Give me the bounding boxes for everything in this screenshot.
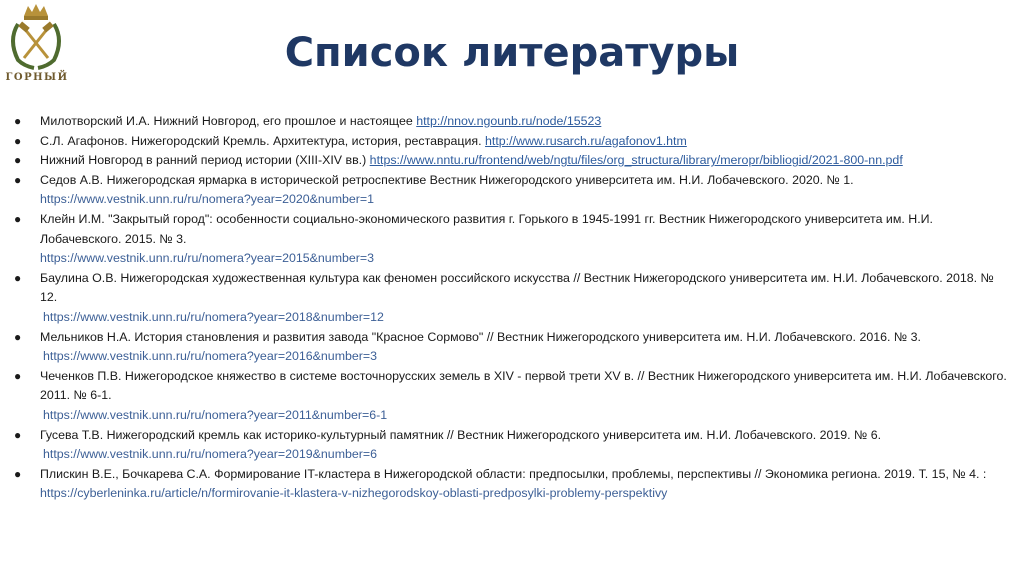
list-item	[14, 367, 1014, 426]
reference-url[interactable]: https://www.vestnik.unn.ru/ru/nomera?year=2019&number=6	[43, 447, 378, 462]
bullet-icon: ●	[14, 172, 22, 187]
bullet-icon: ●	[14, 270, 22, 285]
bullet-icon: ●	[14, 114, 22, 128]
reference-url[interactable]: https://cyberleninka.ru/article/n/formirovanie-it-klastera-v-nizhegorodskoy-oblasti-predposylki-problemy-perspektivy	[40, 486, 668, 501]
reference-text: Гусева Т.В. Нижегородский кремль как историко-культурный памятник // Вестник Нижегородского университета им. Н.И. Лобачевского. 2019. № 6.	[40, 427, 882, 442]
reference-text: Чеченков П.В. Нижегородское княжество в системе восточнорусских земель в XIV - первой трети XV в. // Вестник Нижегородского университета им. Н.И. Лобачевского. 2011. № 6-1.	[40, 368, 1007, 403]
reference-link[interactable]: https://www.nntu.ru/frontend/web/ngtu/files/org_structura/library/meropr/bibliogid/2021-800-nn.pdf	[369, 153, 903, 168]
logo-caption: ГОРНЫЙ	[5, 72, 69, 83]
reference-text: Клейн И.М. "Закрытый город": особенности социально-экономического развития г. Горького в 1945-1991 гг. Вестник Нижегородского университета им. Н.И. Лобачевского. 2015. № 3.	[40, 211, 933, 246]
reference-url[interactable]: https://www.vestnik.unn.ru/ru/nomera?year=2018&number=12	[43, 309, 384, 324]
bullet-icon: ●	[14, 211, 22, 226]
reference-list	[14, 112, 1014, 504]
reference-text: С.Л. Агафонов. Нижегородский Кремль. Архитектура, история, реставрация.	[40, 133, 486, 148]
list-item	[14, 171, 1014, 210]
page-title: Список литературы	[284, 30, 740, 76]
bullet-icon: ●	[14, 133, 22, 148]
reference-url[interactable]: https://www.vestnik.unn.ru/ru/nomera?year=2020&number=1	[40, 192, 375, 207]
list-item	[14, 132, 1014, 152]
list-item	[14, 112, 1014, 132]
reference-text: Баулина О.В. Нижегородская художественная культура как феномен российского искусства // Вестник Нижегородского университета им. Н.И. Лобачевского. 2018. № 12.	[40, 270, 994, 305]
list-item	[14, 151, 1014, 171]
list-item	[14, 465, 1014, 504]
reference-text: Плискин В.Е., Бочкарева С.А. Формирование IT-кластера в Нижегородской области: предпосылки, проблемы, перспективы // Экономика региона. 2019. Т. 15, № 4. :	[40, 466, 987, 481]
reference-text: Милотворский И.А. Нижний Новгород, его прошлое и настоящее	[40, 114, 417, 128]
list-item	[14, 269, 1014, 328]
reference-url[interactable]: https://www.vestnik.unn.ru/ru/nomera?year=2016&number=3	[43, 349, 378, 364]
list-item	[14, 210, 1014, 269]
reference-link[interactable]: http://nnov.ngounb.ru/node/15523	[416, 114, 602, 128]
reference-text: Седов А.В. Нижегородская ярмарка в исторической ретроспективе Вестник Нижегородского университета им. Н.И. Лобачевского. 2020. № 1.	[40, 172, 854, 187]
bullet-icon: ●	[14, 329, 22, 344]
bullet-icon: ●	[14, 466, 22, 481]
bullet-icon: ●	[14, 153, 22, 168]
reference-url[interactable]: https://www.vestnik.unn.ru/ru/nomera?year=2015&number=3	[40, 251, 375, 266]
reference-link[interactable]: http://www.rusarch.ru/agafonov1.htm	[485, 133, 687, 148]
reference-text: Мельников Н.А. История становления и развития завода "Красное Сормово" // Вестник Нижегородского университета им. Н.И. Лобачевского. 2016. № 3.	[40, 329, 921, 344]
bullet-icon: ●	[14, 427, 22, 442]
reference-url[interactable]: https://www.vestnik.unn.ru/ru/nomera?year=2011&number=6-1	[43, 407, 388, 422]
list-item	[14, 426, 1014, 465]
bullet-icon: ●	[14, 368, 22, 383]
list-item	[14, 328, 1014, 367]
reference-text: Нижний Новгород в ранний период истории (XIII-XIV вв.)	[40, 153, 370, 168]
